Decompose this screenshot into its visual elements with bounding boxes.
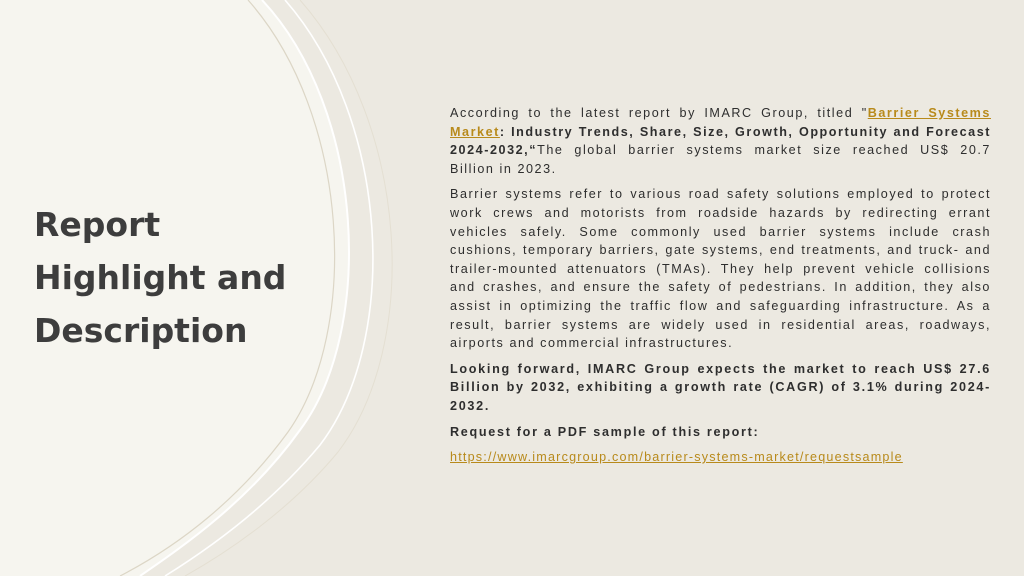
intro-lead: According to the latest report by IMARC Group, titled " — [450, 106, 868, 120]
title-line-3: Description — [34, 311, 248, 350]
request-url-paragraph — [450, 448, 991, 467]
intro-tail: The global barrier systems market size reached US$ 20.7 Billion in 2023. — [450, 143, 991, 176]
request-label: Request for a PDF sample of this report: — [450, 424, 760, 439]
report-title-link[interactable]: Barrier Systems Market — [450, 106, 991, 139]
description-paragraph: Barrier systems refer to various road safety solutions employed to protect work crews and motorists from roadside hazards by redirecting errant vehicles safely. Some commonly used barrier systems include crash cushions, temporary barriers, gate systems, end treatments, and truck- and trailer-mounted attenuators (TMAs). They help prevent vehicle collisions and crashes, and ensure the safety of pedestrians. In addition, they also assist in optimizing the traffic flow and safeguarding infrastructure. As a result, barrier systems are widely used in residential areas, roadways, airports and commercial infrastructures. — [450, 187, 991, 351]
slide-title — [34, 198, 286, 357]
intro-bold-title: : Industry Trends, Share, Size, Growth, Opportunity and Forecast 2024-2032,“ — [450, 124, 991, 158]
intro-paragraph — [450, 104, 991, 178]
title-line-1: Report — [34, 205, 161, 244]
forecast-paragraph: Looking forward, IMARC Group expects the market to reach US$ 27.6 Billion by 2032, exhibiting a growth rate (CAGR) of 3.1% during 2024-2032. — [450, 361, 991, 413]
report-content — [450, 104, 991, 474]
title-line-2: Highlight and — [34, 258, 287, 297]
request-sample-link[interactable]: https://www.imarcgroup.com/barrier-systems-market/requestsample — [450, 450, 903, 465]
